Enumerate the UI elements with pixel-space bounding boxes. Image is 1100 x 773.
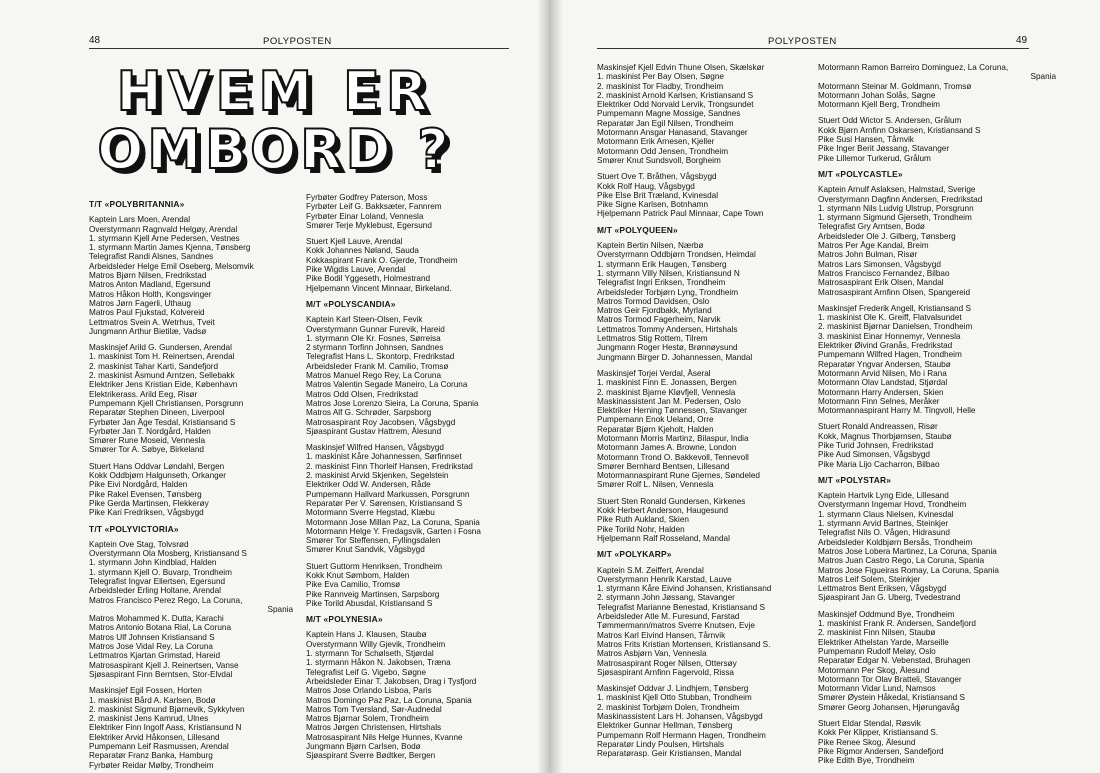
crew-line: Kaptein Hartvik Lyng Eide, Lillesand [818, 491, 949, 501]
crew-line: Sjøaspirant Gustav Hattrem, Ålesund [306, 426, 442, 436]
crew-line: Matros Manuel Rego Rey, La Coruna [306, 371, 442, 381]
crew-line: 2. maskinist Finn Thorleif Hansen, Fredrikstad [306, 461, 473, 471]
crew-line: Pumpemann Enok Ueland, Orre [597, 415, 714, 425]
crew-line: 1. styrmann Kåre Eivind Johansen, Kristiansand [597, 584, 772, 594]
crew-line: Sjøsaspirant Arnfinn Fagervold, Rissa [597, 667, 734, 677]
crew-line: Jungmann Birger D. Johannessen, Mandal [597, 352, 753, 362]
crew-line: Overstyrmann Gunnar Furevik, Hareid [306, 324, 445, 334]
crew-line: Matrosaspirant Erik Olsen, Mandal [818, 278, 944, 288]
crew-line: Pike Lillemor Turkerud, Grålum [818, 153, 931, 163]
crew-line: Telegrafist Nils O. Vågen, Hidrasund [818, 528, 950, 538]
crew-line: Matros Jose Orlando Lisboa, Paris [306, 686, 432, 696]
ship-heading: M/T «POLYCASTLE» [818, 168, 903, 179]
section-gap [597, 165, 822, 172]
crew-line: Motormann Helge Y. Fredagsvik, Garten i Fosna [306, 526, 481, 536]
crew-line: 2. maskinist Tor Fladby, Trondheim [597, 81, 724, 91]
crew-line: 1. styrmann Sigmund Gjerseth, Trondheim [818, 213, 972, 223]
section-gap [597, 490, 822, 497]
crew-line: Matros Lars Simonsen, Vågsbygd [818, 259, 941, 269]
crew-line: Elektriker Jens Kristian Eide, København [89, 380, 238, 390]
crew-line: Elektrikerass. Arild Eeg, Risør [89, 389, 198, 399]
crew-line: Elektriker Odd W. Andersen, Råde [306, 480, 431, 490]
crew-line: 2. maskinist Bjarne Kløvfjell, Vennesla [597, 387, 736, 397]
crew-line: Telegrafist Gry Arntsen, Bodø [818, 222, 925, 232]
crew-line: 2. maskinist Bjørnar Danielsen, Trondheim [818, 322, 973, 332]
crew-line: Matros Tom Tversland, Sør-Audnedal [306, 704, 442, 714]
crew-line: Matros Bjørn Nilsen, Fredrikstad [89, 271, 207, 281]
crew-line: 2. maskinist Sigmund Bjørnevik, Sykkylven [89, 704, 245, 714]
crew-line: Maskinsjef Egil Fossen, Horten [89, 686, 202, 696]
crew-line: Maskinsjef Oddmund Bye, Trondheim [818, 609, 955, 619]
crew-line: Matrosaspirant Roger Nilsen, Ottersøy [597, 658, 737, 668]
crew-line: Matros Jose Lorenzo Sieira, La Coruna, Spania [306, 398, 479, 408]
crew-line: Motormann Odd Jensen, Trondheim [597, 146, 729, 156]
crew-line: Lettmatros Kjartan Grimstad, Hareid [89, 651, 221, 661]
crew-line: Lettmatros Stig Rottem, Tilrem [597, 334, 708, 344]
section-gap [818, 297, 1056, 304]
crew-line: Jungmann Arthur Bietilæ, Vadsø [89, 326, 207, 336]
crew-line: Fyrbøter Jan Åge Tesdal, Kristiansand S [89, 417, 236, 427]
crew-line: Kokk Bjørn Arnfinn Oskarsen, Kristiansand S [818, 125, 981, 135]
crew-line: Matros Francisco Perez Rego, La Coruna, [89, 595, 243, 605]
crew-line: Arbeidsleder Einar T. Jakobsen, Drag i Tysfjord [306, 676, 477, 686]
title-line-2: OMBORD ? [97, 118, 453, 181]
crew-line: Matrosaspirant Roy Jacobsen, Vågsbygd [306, 417, 456, 427]
crew-line: Matros John Bulman, Risør [818, 250, 918, 260]
crew-line: Matros Juan Castro Rego, La Coruna, Spania [818, 556, 985, 566]
crew-line: Fyrbøter Leif G. Bakksæter, Fannrem [306, 202, 442, 212]
header-rule-left [89, 48, 509, 49]
crew-line: Motormann Morris Martinz, Bilaspur, India [597, 433, 749, 443]
crew-line: Motormann Per Skog, Ålesund [818, 665, 930, 675]
crew-line: Motormann Tor Olav Bratteli, Stavanger [818, 674, 962, 684]
crew-line: Sjøsaspirant Finn Berntsen, Stor-Elvdal [89, 669, 233, 679]
crew-line: Arbeidsleder Erling Holtane, Arendal [89, 586, 221, 596]
crew-line: Telegrafist Ingri Eriksen, Trondheim [597, 278, 726, 288]
section-gap [818, 712, 1056, 719]
crew-line: 1. styrmann Håkon N. Jakobsen, Træna [306, 658, 451, 668]
crew-line: Matros Jose Figueiras Romay, La Coruna, Spania [818, 565, 999, 575]
crew-line: 2. styrmann John Jøssang, Stavanger [597, 593, 735, 603]
crew-line: Kaptein Lars Moen, Arendal [89, 215, 191, 225]
crew-line: Pike Rakel Evensen, Tønsberg [89, 489, 202, 499]
crew-line: Pike Maria Lijo Cacharron, Bilbao [818, 459, 940, 469]
crew-line: Smører Rune Moseid, Vennesla [89, 436, 206, 446]
right-page [550, 0, 1100, 773]
crew-line: Elektriker Herning Tønnessen, Stavanger [597, 406, 748, 416]
crew-line: Motormann Olav Landstad, Stjørdal [818, 378, 948, 388]
crew-line: 2. maskinist Torbjørn Dolen, Trondheim [597, 702, 740, 712]
crew-line: Maskinassistent Jan M. Pedersen, Oslo [597, 396, 741, 406]
crew-line: Motormann Johan Solås, Søgne [818, 90, 936, 100]
crew-column-1 [89, 193, 293, 770]
section-gap [818, 415, 1056, 422]
crew-line: Reparatør Edgar N. Vebenstad, Bruhagen [818, 656, 971, 666]
crew-line: Maskinsjef Kjell Edvin Thune Olsen, Skælskør [597, 63, 765, 72]
crew-line: Arbeidsleder Helge Emil Oseberg, Melsomvik [89, 261, 254, 271]
crew-line: Matros Mohammed K. Dutta, Karachi [89, 614, 224, 624]
crew-line: Maskinassistent Lars H. Johansen, Vågsbygd [597, 712, 763, 721]
ship-heading: M/T «POLYNESIA» [306, 614, 383, 625]
crew-line: Pike Rannveig Martinsen, Sarpsborg [306, 589, 440, 599]
crew-line: 1. styrmann Nils Ludvig Ulstrup, Porsgrunn [818, 203, 974, 213]
crew-line: 1. maskinist Per Bay Olsen, Søgne [597, 72, 724, 82]
crew-line: Stuert Sten Ronald Gundersen, Kirkenes [597, 496, 746, 506]
crew-line: 1. styrmann John Kindblad, Halden [89, 558, 217, 568]
crew-line: Motormannaspirant Harry M. Tingvoll, Helle [818, 406, 976, 416]
crew-line: Smører Bernhard Bentsen, Lillesand [597, 461, 730, 471]
crew-line: Matros Domingo Paz Paz, La Coruna, Spania [306, 695, 472, 705]
crew-line: Stuert Kjell Lauve, Arendal [306, 237, 403, 247]
crew-line: Matros Geir Fjordbakk, Myrland [597, 306, 712, 316]
crew-line: Arbeidsleder Frank M. Camilio, Tromsø [306, 361, 449, 371]
title-line-1: HVEM ER [116, 60, 434, 123]
ship-heading: M/T «POLYQUEEN» [597, 224, 678, 235]
section-gap [89, 679, 293, 686]
crew-line: Kaptein Ove Stag, Tolvsrød [89, 539, 189, 549]
crew-line: Maskinsjef Oddvar J. Lindhjem, Tønsberg [597, 684, 749, 694]
crew-line: 1. styrmann Claus Nielsen, Kvinesdal [818, 509, 954, 519]
crew-line: Motormann Ramon Barreiro Dominguez, La Coruna, [818, 63, 1009, 72]
crew-line: Arbeidsleder Torbjørn Lyng, Trondheim [597, 287, 739, 297]
crew-line: Fyrbøter Jan T. Nordgård, Halden [89, 426, 211, 436]
crew-line: 1. maskinist Tom H. Reinertsen, Arendal [89, 352, 235, 362]
crew-line: Reparatør Lindy Poulsen, Hirtshals [597, 739, 724, 749]
header-rule-right [597, 48, 1029, 49]
crew-line: Pike Signe Karlsen, Botnhamn [597, 200, 709, 210]
crew-line: Stuert Hans Oddvar Løndahl, Bergen [89, 461, 225, 471]
crew-line: Kaptein S.M. Zeiffert, Arendal [597, 565, 704, 575]
crew-line: Matros Anton Madland, Egersund [89, 280, 211, 290]
crew-line: Pumpemann Leif Rasmussen, Arendal [89, 742, 229, 752]
crew-line: Pumpemann Rolf Hermann Hagen, Trondheim [597, 730, 766, 740]
crew-column-2 [306, 193, 508, 761]
crew-line: Stuert Eldar Stendal, Røsvik [818, 719, 921, 728]
crew-line: Matros Odd Olsen, Fredrikstad [306, 389, 418, 399]
crew-line: Hjelpemann Vincent Minnaar, Birkeland. [306, 283, 452, 293]
crew-line: Smører Georg Johansen, Hjørungavåg [818, 702, 960, 712]
crew-line: 2. maskinist Jens Kamrud, Ulnes [89, 714, 209, 724]
crew-line: Telegrafist Marianne Benestad, Kristiansand S [597, 602, 765, 612]
crew-line: Kokk Rolf Haug, Vågsbygd [597, 181, 695, 191]
crew-line: Maskinsjef Wilfred Hansen, Vågsbygd [306, 443, 444, 453]
crew-line: Pike Susi Hansen, Tårnvik [818, 135, 914, 145]
crew-line: Stuert Guttorm Henriksen, Trondheim [306, 561, 443, 571]
crew-line: Smører Knut Sandvik, Vågsbygd [306, 545, 425, 555]
crew-line: Arbeidsleder Koldbjørn Bersås, Trondheim [818, 537, 973, 547]
crew-line: Kaptein Bertin Nilsen, Nærbø [597, 241, 704, 251]
crew-line: Motormann Jose Millan Paz, La Coruna, Spania [306, 517, 480, 527]
crew-line: Reparatør Yngvar Andersen, Staubø [818, 359, 951, 369]
crew-line: Motormann Sverre Hegstad, Klæbu [306, 508, 435, 518]
crew-line: Arbeidsleder Ole J. Gilberg, Tønsberg [818, 231, 956, 241]
crew-line: Elektriker Athelstan Yarde, Marseille [818, 637, 949, 647]
crew-line: Telegrafist Randi Alsnes, Sandnes [89, 252, 214, 262]
crew-line: 1. styrmann Tor Schølseth, Stjørdal [306, 649, 434, 659]
crew-line: 1. maskinist Finn E. Jonassen, Bergen [597, 378, 737, 388]
crew-line: Motormann Vidar Lund, Namsos [818, 684, 936, 694]
crew-line: Reparatør Franz Banka, Hamburg [89, 751, 213, 761]
crew-line: Matros Alf G. Schrøder, Sarpsborg [306, 408, 432, 418]
crew-line: Stuert Odd Wictor S. Andersen, Grålum [818, 116, 962, 126]
crew-line: Reparatør Bjørn Kjeholt, Halden [597, 424, 714, 434]
crew-line: Matros Tormod Davidsen, Oslo [597, 296, 710, 306]
crew-line: Matros Jørgen Christensen, Hirtshals [306, 723, 442, 733]
crew-line: Overstyrmann Ragnvald Helgøy, Arendal [89, 224, 238, 234]
crew-line: Reparatør Stephen Dineen, Liverpool [89, 408, 225, 418]
crew-line: Matros Tormod Fagerheim, Narvik [597, 315, 721, 325]
crew-line: Pumpemann Rudolf Meløy, Oslo [818, 646, 936, 656]
crew-line: Telegrafist Ingvar Ellertsen, Egersund [89, 576, 226, 586]
publication-name-left: POLYPOSTEN [263, 36, 332, 47]
crew-line: Pike Torild Abusdal, Kristiansand S [306, 598, 433, 608]
crew-line: Matros Paul Fjukstad, Kolvereid [89, 308, 205, 318]
crew-line: Pumpemann Wilfred Hagen, Trondheim [818, 350, 962, 360]
page-number-left: 48 [89, 35, 101, 46]
crew-line: Motormann Erik Arnesen, Kjeller [597, 137, 715, 147]
crew-line: Overstyrmann Ola Mosberg, Kristiansand S [89, 549, 247, 559]
crew-line: Smører Terje Myklebust, Egersund [306, 220, 432, 230]
section-gap [597, 677, 822, 684]
section-gap [597, 362, 822, 369]
section-gap [306, 555, 508, 562]
crew-line: Elektriker Gunnar Hellman, Tønsberg [597, 721, 733, 731]
crew-line: Pike Gerda Martinsen, Flekkerøy [89, 498, 209, 508]
crew-line: Matrosaspirant Arnfinn Olsen, Spangereid [818, 287, 971, 297]
section-gap [306, 230, 508, 237]
ship-heading: T/T «POLYBRITANNIA» [89, 199, 185, 209]
section-gap [818, 603, 1056, 610]
ship-heading: M/T «POLYSTAR» [818, 474, 892, 485]
crew-line: Kokk Per Klipper, Kristiansand S. [818, 728, 939, 738]
crew-line: Hjelpemann Patrick Paul Minnaar, Cape Town [597, 209, 764, 219]
crew-line: Telegrafist Leif G. Vigebo, Søgne [306, 667, 427, 677]
crew-line: Jungmann Bjørn Carlsen, Bodø [306, 742, 421, 752]
crew-line: Kokkaspirant Frank O. Gjerde, Trondheim [306, 255, 458, 265]
crew-line: Elektriker Finn Ingolf Aass, Kristiansund N [89, 723, 242, 733]
crew-line: Pike Edith Bye, Trondheim [818, 756, 915, 766]
crew-line: 1. styrmann Arvid Bartnes, Steinkjer [818, 519, 949, 529]
crew-line: 1. styrmann Kjell O. Buvarp, Trondheim [89, 567, 232, 577]
crew-line: Pumpemann Kjell Christiansen, Porsgrunn [89, 398, 244, 408]
crew-line: 2. maskinist Åsmund Arntzen, Sellebakk [89, 371, 235, 381]
crew-line: Pike Torild Nohr, Halden [597, 524, 685, 534]
crew-line: 1. styrmann Ole Kr. Fosnes, Sørreisa [306, 333, 441, 343]
crew-line: Maskinsjef Torjei Verdal, Åseral [597, 368, 711, 378]
crew-line: Pumpemann Hallvard Markussen, Porsgrunn [306, 489, 470, 499]
crew-line: Lettmatros Tommy Andersen, Hirtshals [597, 324, 738, 334]
crew-column-3 [597, 63, 822, 758]
section-gap [306, 436, 508, 443]
crew-line: Kokk Herbert Anderson, Haugesund [597, 506, 729, 516]
crew-line: 1. styrmann Villy Nilsen, Kristiansund N [597, 268, 740, 278]
crew-line: Matros Per Åge Kandal, Breim [818, 241, 929, 251]
crew-line-continuation: Spania [1030, 72, 1056, 82]
crew-line: 2. maskinist Tahar Karti, Sandefjord [89, 361, 219, 371]
crew-line: Motormannaspirant Rune Gjernes, Søndeled [597, 471, 760, 481]
ship-heading: T/T «POLYVICTORIA» [89, 523, 179, 534]
crew-line: Matros Asbjørn Van, Vennesla [597, 649, 707, 659]
crew-line: Stuert Ronald Andreassen, Risør [818, 422, 938, 432]
section-gap [818, 109, 1056, 116]
crew-line: Matros Francisco Fernandez, Bilbao [818, 268, 950, 278]
crew-line: 3. maskinist Einar Honnemyr, Vennesla [818, 331, 961, 341]
crew-line: Pike Eivi Nordgård, Halden [89, 480, 188, 490]
crew-line: Kaptein Arnulf Aslaksen, Halmstad, Sverige [818, 185, 976, 195]
crew-line: Kokk Johannes Nøland, Sauda [306, 246, 419, 256]
crew-line: Reparatør Per V. Sørensen, Kristiansand S [306, 498, 463, 508]
crew-line: Hjelpemann Ralf Rosseland, Mandal [597, 533, 730, 543]
crew-line: Pike Inger Berit Jøssang, Stavanger [818, 144, 950, 154]
crew-line: Matros Bjørnar Solem, Trondheim [306, 714, 429, 724]
crew-line: Pumpemann Magne Mossige, Sandnes [597, 109, 741, 119]
crew-line: Sjøaspirant Jan G. Uberg, Tvedestrand [818, 593, 961, 603]
crew-line: Elektriker Arvid Håkonsen, Lillesand [89, 732, 220, 742]
crew-line: Maskinsjef Frederik Angell, Kristiansand S [818, 303, 971, 313]
crew-line: Matros Leif Solem, Steinkjer [818, 574, 921, 584]
crew-line: Pike Eva Camilio, Tromsø [306, 580, 401, 590]
crew-line: Overstyrmann Henrik Karstad, Lauve [597, 574, 732, 584]
crew-line: 2. maskinist Arvid Skjenken, Segelstein [306, 471, 449, 481]
crew-line: Motormann Trond O. Bakkevoll, Tennevoll [597, 452, 749, 462]
crew-line: Lettmatros Svein A. Wetrhus, Tveit [89, 317, 215, 327]
crew-line: Pike Turid Johnsen, Fredrikstad [818, 440, 934, 450]
crew-line: Matrosaspirant Nils Helge Hunnes, Kvanne [306, 732, 463, 742]
crew-line: 1. styrmann Kjell Arne Pedersen, Vestnes [89, 233, 240, 243]
crew-line: Smører Tor Steffensen, Fyllingsdalen [306, 536, 441, 546]
crew-line: Matros Karl Eivind Hansen, Tårnvik [597, 630, 726, 640]
crew-line-continuation: Spania [267, 604, 293, 614]
crew-line: 2. maskinist Arnold Karlsen, Kristiansand S [597, 90, 754, 100]
crew-line: Matros Jørn Fagerli, Uthaug [89, 298, 191, 308]
crew-line: Kaptein Hans J. Klausen, Staubø [306, 630, 427, 640]
crew-line: Fyrbøter Einar Loland, Vennesla [306, 211, 424, 221]
crew-line: Fyrbøter Godfrey Paterson, Moss [306, 193, 428, 202]
crew-line: Smører Rolf L. Nilsen, Vennesla [597, 480, 714, 490]
crew-line: 1. maskinist Ole K. Greiff, Flatvalsundet [818, 313, 962, 323]
crew-line: Matros Jose Vidal Rey, La Coruna [89, 642, 213, 652]
crew-line: Reparatør Jan Egil Nilsen, Trondheim [597, 118, 734, 128]
crew-line: 1. maskinist Kjell Otto Stubban, Trondheim [597, 693, 752, 703]
crew-line: Smører Øystein Håkedal, Kristiansand S [818, 693, 965, 703]
crew-line: Maskinsjef Arild G. Gundersen, Arendal [89, 343, 232, 353]
crew-line: Matros Håkon Holth, Kongsvinger [89, 289, 212, 299]
crew-line: Sjøaspirant Sverre Bødtker, Bergen [306, 751, 436, 761]
crew-line: Stuert Ove T. Bråthen, Vågsbygd [597, 172, 717, 182]
section-gap [89, 455, 293, 462]
crew-line: Pike Ruth Aukland, Skien [597, 515, 689, 525]
crew-line: Tømmermann/matros Sverre Knutsen, Evje [597, 621, 755, 631]
crew-line: Motormann Steinar M. Goldmann, Tromsø [818, 81, 972, 91]
crew-line: Motormann Ansgar Hanasand, Stavanger [597, 128, 748, 138]
crew-line: Elektriker Øivind Granås, Fredrikstad [818, 341, 953, 351]
crew-line: Pike Renee Skog, Ålesund [818, 737, 916, 747]
crew-line: Pike Wigdis Lauve, Arendal [306, 265, 406, 275]
crew-line: Elektriker Odd Norvald Lervik, Trongsundet [597, 100, 754, 110]
crew-line: Pike Kari Fredriksen, Vågsbygd [89, 508, 204, 518]
crew-line: Kokk, Magnus Thorbjørnsen, Staubø [818, 431, 952, 441]
crew-line: Pike Else Brit Træland, Kvinesdal [597, 190, 719, 200]
crew-column-4 [818, 63, 1056, 765]
crew-line: Motormann Finn Selnes, Meråker [818, 396, 940, 406]
crew-line: Lettmatros Bent Eriksen, Vågsbygd [818, 584, 947, 594]
crew-line: Reparatørasp. Geir Kristiansen, Mandal [597, 749, 742, 759]
crew-line: Motormann Harry Andersen, Skien [818, 387, 944, 397]
crew-line: Kokk Oddbjørn Halgunseth, Orkanger [89, 471, 226, 481]
crew-line: Smører Tor A. Søbye, Birkeland [89, 445, 204, 455]
crew-line: Matros Antonio Botana Rial, La Coruna [89, 623, 232, 633]
crew-line: Motormann James A. Browne, London [597, 443, 737, 453]
crew-line: Pike Rigmor Andersen, Sandefjord [818, 746, 944, 756]
ship-heading: M/T «POLYSCANDIA» [306, 298, 396, 309]
crew-line: 2. maskinist Finn Nilsen, Staubø [818, 628, 936, 638]
crew-line: Matros Jose Lobera Martinez, La Coruna, Spania [818, 546, 997, 556]
crew-line: Arbeidsleder Atle M. Furesund, Farstad [597, 612, 740, 622]
crew-line: Overstyrmann Willy Gjevik, Trondheim [306, 639, 446, 649]
crew-line: 1. maskinist Frank R. Andersen, Sandefjord [818, 619, 976, 629]
crew-line: Kokk Knut Sømbom, Halden [306, 570, 410, 580]
crew-line: Motormann Arvid Nilsen, Mo i Rana [818, 368, 947, 378]
crew-line: Telegrafist Hans L. Skontorp, Fredrikstad [306, 352, 455, 362]
crew-line: Matros Ulf Johnsen Kristiansand S [89, 632, 215, 642]
crew-line: Kaptein Karl Steen-Olsen, Fevik [306, 315, 423, 325]
crew-line: Jungmann Roger Hestø, Brønnøysund [597, 343, 738, 353]
publication-name-right: POLYPOSTEN [768, 36, 837, 47]
crew-line: Smører Knut Sundsvoll, Borgheim [597, 155, 721, 165]
crew-line: 1. styrmann Erik Haugen, Tønsberg [597, 259, 727, 269]
crew-line: 2 styrmann Torfinn Johnsen, Sandnes [306, 343, 444, 353]
crew-line: Pike Bodil Yggeseth, Holmestrand [306, 274, 431, 284]
crew-line: Matros Frits Kristian Mortensen, Kristiansand S. [597, 639, 771, 649]
crew-line: Pike Aud Simonsen, Vågsbygd [818, 450, 930, 460]
page-number-right: 49 [1016, 35, 1028, 46]
crew-line: Matros Valentin Segade Maneiro, La Coruna [306, 380, 468, 390]
crew-line: 1. maskinist Kåre Johannessen, Sørfinnset [306, 452, 462, 462]
crew-line: 1. maskinist Bård A. Karlsen, Bodø [89, 695, 216, 705]
crew-line: Motormann Kjell Berg, Trondheim [818, 100, 940, 110]
crew-line: Overstyrmann Ingemar Hovd, Trondheim [818, 500, 967, 510]
crew-line: Fyrbøter Reidar Mølby, Trondheim [89, 760, 214, 770]
section-gap [89, 336, 293, 343]
crew-line: Overstyrmann Dagfinn Andersen, Fredrikstad [818, 194, 983, 204]
ship-heading: M/T «POLYKARP» [597, 549, 672, 560]
crew-line: Overstyrmann Oddbjørn Trondsen, Heimdal [597, 250, 756, 260]
crew-line: 1. styrmann Martin James Kjenna, Tønsberg [89, 243, 251, 253]
crew-line: Matrosaspirant Kjell J. Reinertsen, Vanse [89, 660, 239, 670]
